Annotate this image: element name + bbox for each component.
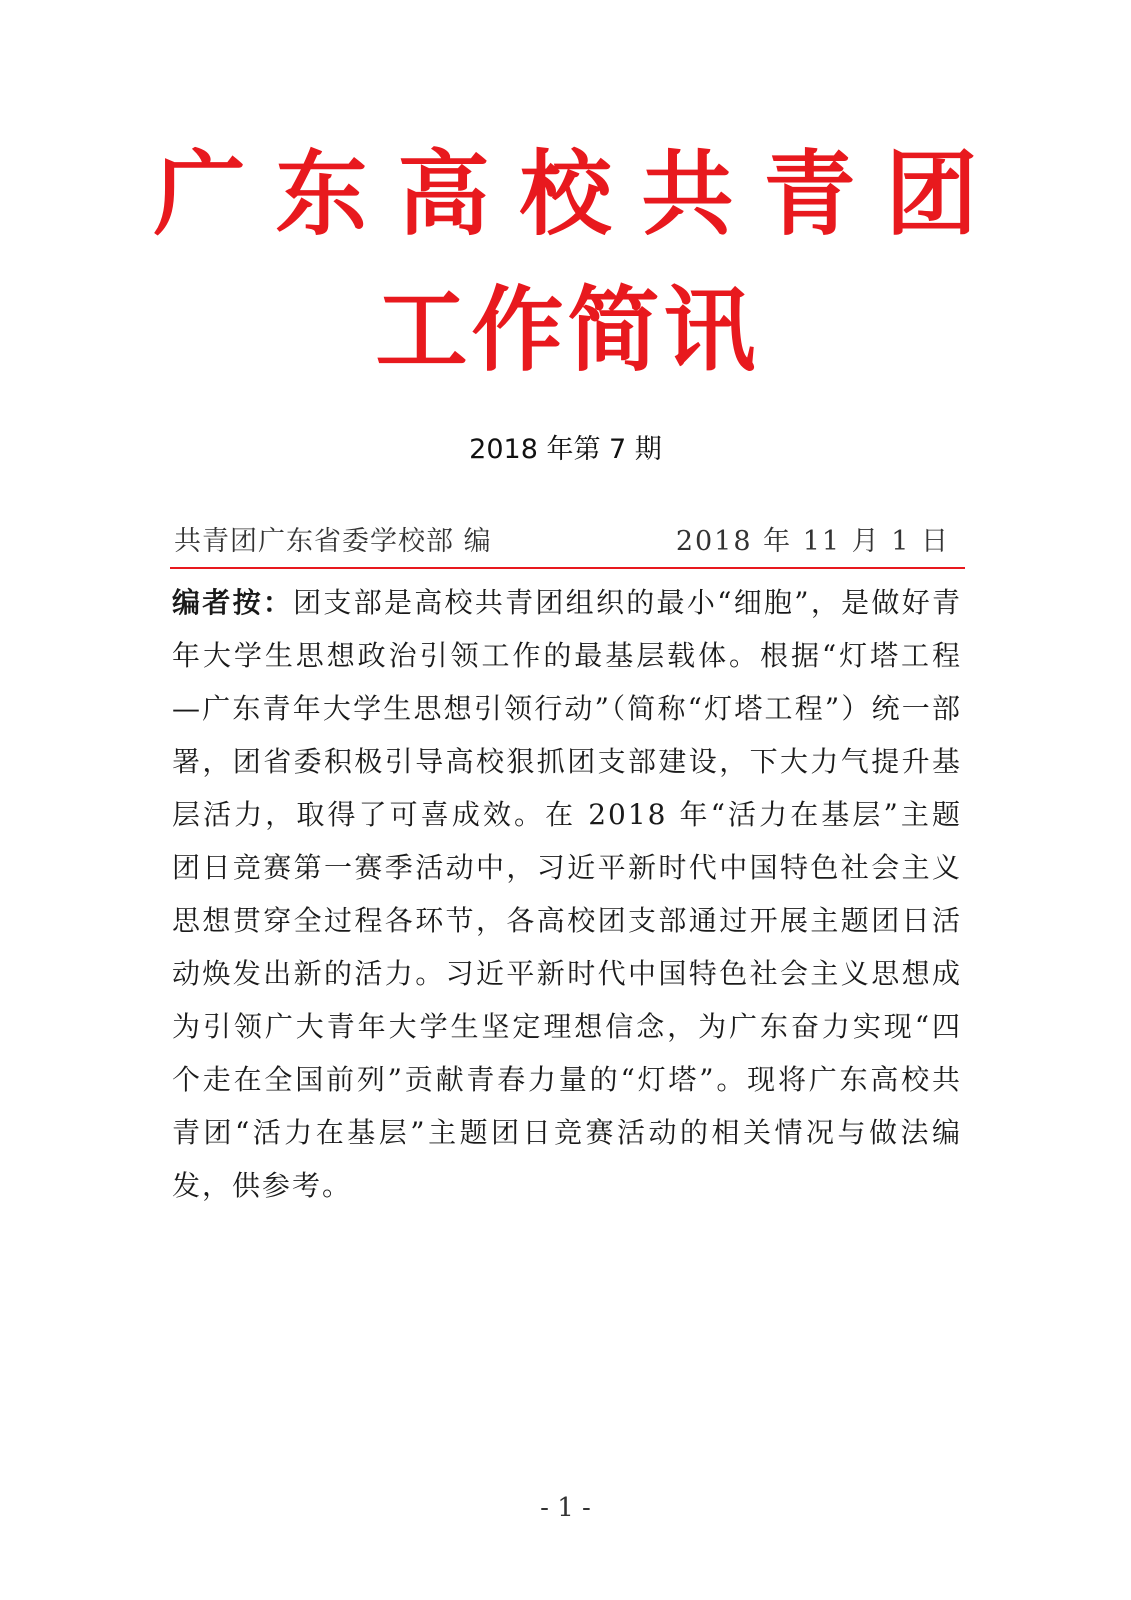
page-number: - 1 - [540,1493,591,1523]
publisher-row [174,520,960,564]
publisher: 共青团广东省委学校部 编 [174,526,492,557]
masthead-title-line1: 广东高校共青团 [153,141,1008,248]
editor-note [172,576,962,1212]
editor-note-text: 团支部是高校共青团组织的最小“细胞”，是做好青年大学生思想政治引领工作的最基层载体。根据“灯塔工程—广东青年大学生思想引领行动”（简称“灯塔工程”）统一部署，团省委积极引导高校狠抓团支部建设，下大力气提升基层活力，取得了可喜成效。在 2018 年“活力在基层”主题团日竞赛第一赛季活动中，习近平新时代中国特色社会主义思想贯穿全过程各环节，各高校团支部通过开展主题团日活动焕发出新的活力。习近平新时代中国特色社会主义思想成为引领广大青年大学生坚定理想信念，为广东奋力实现“四个走在全国前列”贡献青春力量的“灯塔”。现将广东高校共青团“活力在基层”主题团日竞赛活动的相关情况与做法编发，供参考。 [172,586,962,1202]
header-divider [170,567,965,569]
masthead-title-line2: 工作简讯 [375,277,760,384]
publish-date: 2018 年 11 月 1 日 [675,526,950,557]
issue-number: 2018 年第 7 期 [469,434,662,465]
editor-note-lead: 编者按： [172,586,294,619]
